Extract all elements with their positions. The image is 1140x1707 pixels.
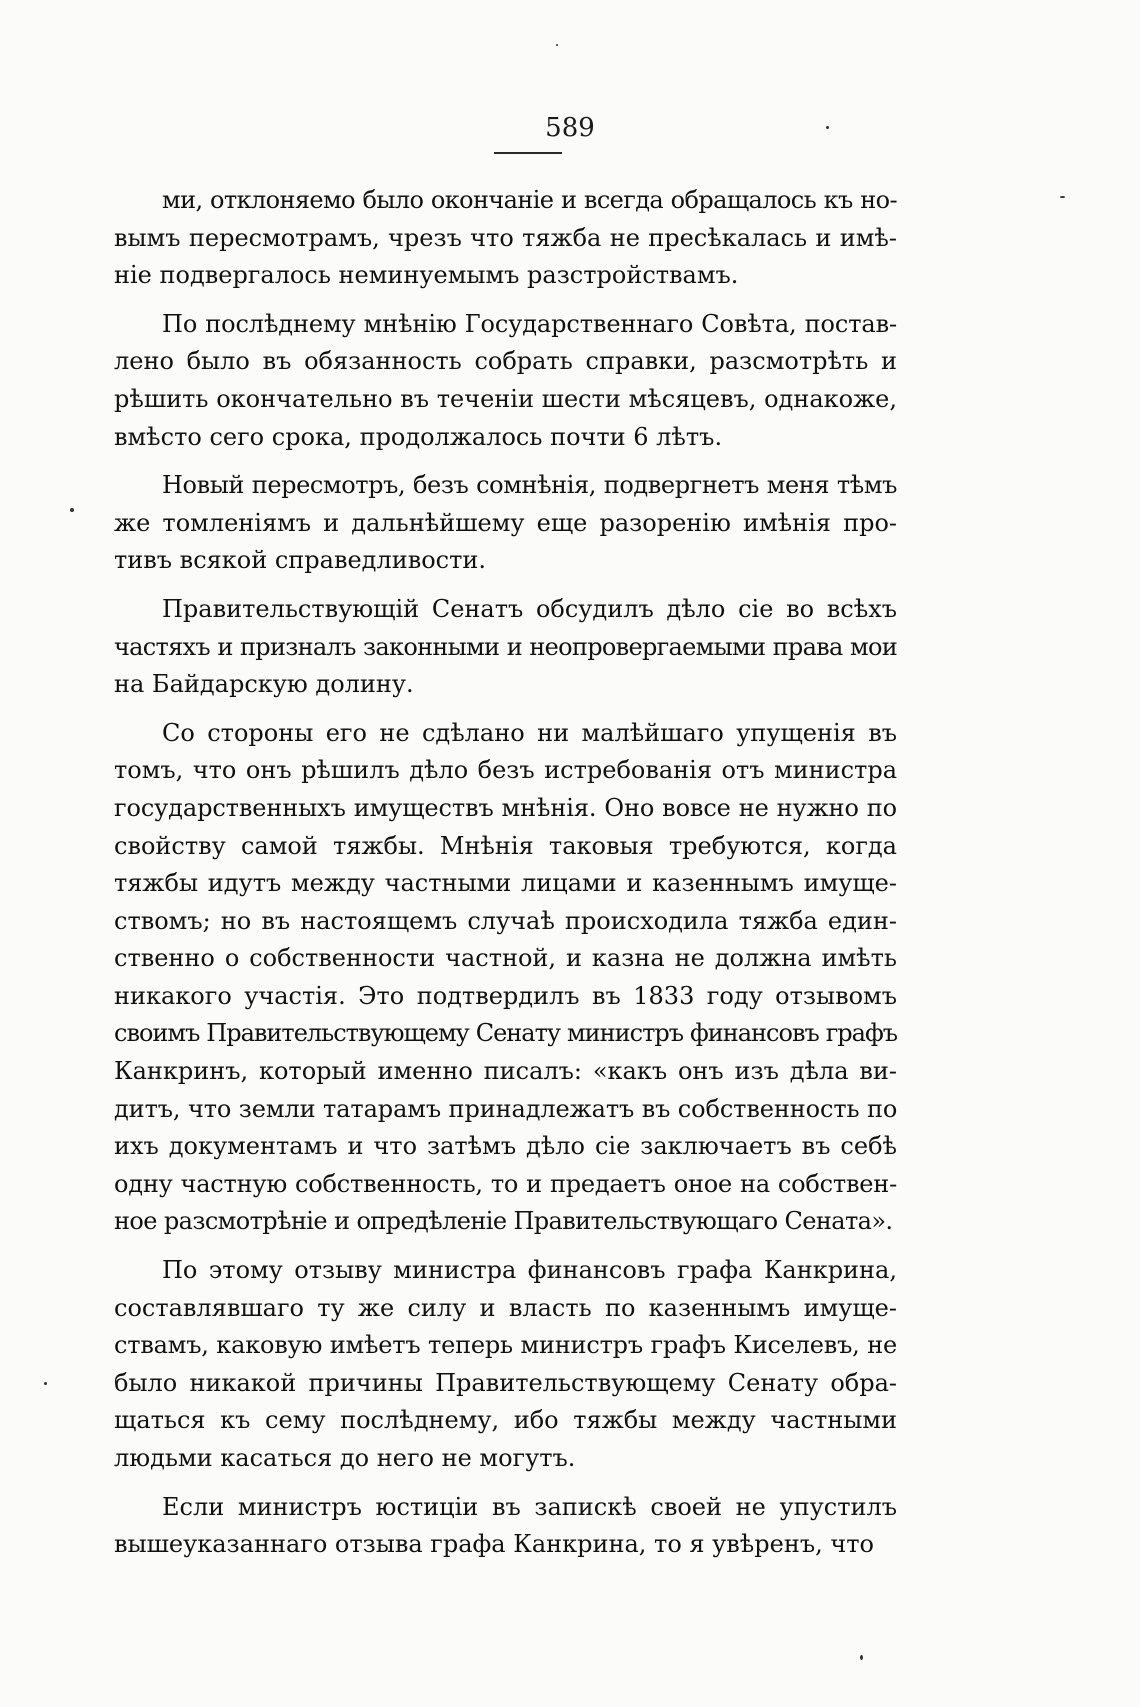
text-line: свойству самой тяжбы. Мнѣнія таковыя требуются, когда xyxy=(114,831,897,860)
paragraph xyxy=(114,306,897,456)
text-line: По этому отзыву министра финансовъ графа Канкрина, xyxy=(162,1256,897,1285)
text-line: тяжбы идутъ между частными лицами и казеннымъ имуще- xyxy=(114,869,897,898)
text-block xyxy=(114,182,897,1575)
text-line: вмѣсто сего срока, продолжалось почти 6 лѣтъ. xyxy=(114,422,723,451)
text-line: По послѣднему мнѣнію Государственнаго Совѣта, постав- xyxy=(162,309,897,338)
text-line: Правительствующій Сенатъ обсудилъ дѣло сіе во всѣхъ xyxy=(162,594,897,623)
text-line: вымъ пересмотрамъ, чрезъ что тяжба не пресѣкалась и имѣ- xyxy=(114,223,897,252)
text-line: ихъ документамъ и что затѣмъ дѣло сіе заключаетъ въ себѣ xyxy=(114,1132,897,1161)
text-line: щаться къ сему послѣднему, ибо тяжбы между частными xyxy=(114,1406,897,1435)
paper-speck xyxy=(70,508,74,512)
paragraph xyxy=(114,182,897,295)
text-line: ніе подвергалось неминуемымъ разстройствамъ. xyxy=(114,261,739,290)
text-line: никакого участія. Это подтвердилъ въ 1833 году отзывомъ xyxy=(114,981,897,1010)
text-line: Если министръ юстиціи въ запискѣ своей не упустилъ xyxy=(162,1492,897,1521)
paragraph xyxy=(114,1252,897,1478)
text-line: частяхъ и призналъ законными и неопровергаемыми права мои xyxy=(114,632,897,661)
paragraph xyxy=(114,591,897,704)
text-line: томъ, что онъ рѣшилъ дѣло безъ истребованія отъ министра xyxy=(114,756,897,785)
paper-speck xyxy=(826,126,829,129)
text-line: же томленіямъ и дальнѣйшему еще разоренію имѣнія про- xyxy=(114,508,897,537)
text-line: лено было въ обязанность собрать справки, разсмотрѣть и xyxy=(114,347,897,376)
text-line: ствамъ, каковую имѣетъ теперь министръ графъ Киселевъ, не xyxy=(114,1331,897,1360)
text-line: вышеуказаннаго отзыва графа Канкрина, то я увѣренъ, что xyxy=(114,1530,874,1559)
text-line: Новый пересмотръ, безъ сомнѣнія, подвергнетъ меня тѣмъ xyxy=(162,471,897,500)
paper-speck xyxy=(1060,196,1065,198)
text-line: Со стороны его не сдѣлано ни малѣйшаго упущенія въ xyxy=(162,718,897,747)
paper-speck xyxy=(556,44,558,46)
text-line: государственныхъ имуществъ мнѣнія. Оно вовсе не нужно по xyxy=(114,793,897,822)
text-line: своимъ Правительствующему Сенату министръ финансовъ графъ xyxy=(114,1019,897,1048)
paragraph xyxy=(114,715,897,1241)
text-line: ное разсмотрѣніе и опредѣленіе Правительствующаго Сената». xyxy=(114,1207,893,1236)
text-line: одну частную собственность, то и предаетъ оное на собствен- xyxy=(114,1169,897,1198)
page-number: 589 xyxy=(545,113,595,143)
text-line: на Байдарскую долину. xyxy=(114,670,414,699)
text-line: составлявшаго ту же силу и власть по казеннымъ имуще- xyxy=(114,1293,897,1322)
text-line: людьми касаться до него не могутъ. xyxy=(114,1444,576,1472)
paragraph xyxy=(114,467,897,580)
text-line: дитъ, что земли татарамъ принадлежатъ въ собственность по xyxy=(114,1094,898,1123)
text-line: ми, отклоняемо было окончаніе и всегда обращалось къ но- xyxy=(162,186,897,214)
text-line: ственно о собственности частной, и казна не должна имѣть xyxy=(114,944,897,973)
text-line: рѣшить окончательно въ теченіи шести мѣсяцевъ, однакоже, xyxy=(114,384,897,413)
text-line: ствомъ; но въ настоящемъ случаѣ происходила тяжба един- xyxy=(114,906,897,935)
paper-speck xyxy=(860,1655,863,1660)
paragraph xyxy=(114,1489,897,1564)
text-line: тивъ всякой справедливости. xyxy=(114,546,486,575)
text-line: было никакой причины Правительствующему Сенату обра- xyxy=(114,1368,897,1397)
page-number-rule xyxy=(494,152,562,154)
paper-speck xyxy=(44,1382,47,1385)
text-line: Канкринъ, который именно писалъ: «какъ онъ изъ дѣла ви- xyxy=(114,1057,897,1086)
